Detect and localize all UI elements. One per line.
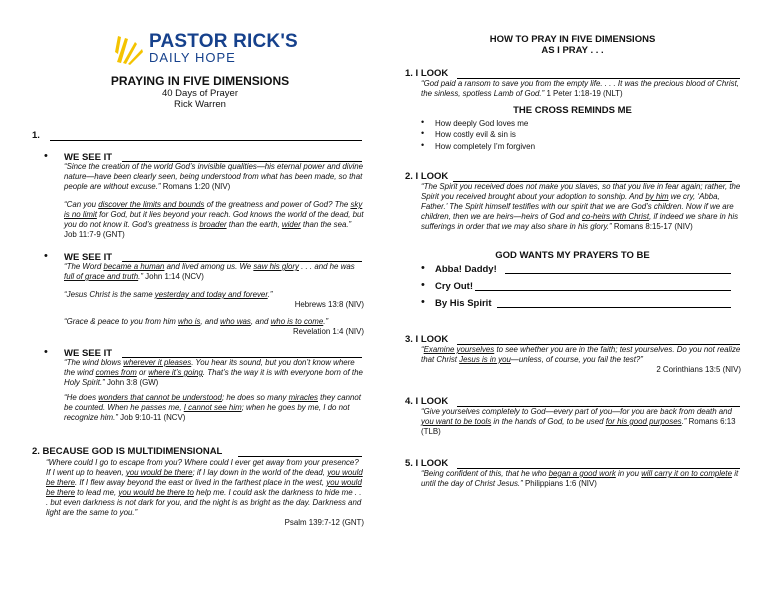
verse-text: they cannot be counted. When he passes me, [64, 393, 361, 412]
underlined-text: you would be there to [118, 488, 194, 497]
fill-in-line [475, 290, 731, 291]
verse-reference: 1 Peter 1:18-19 (NLT) [546, 89, 623, 98]
underlined-text: sky is no limit [64, 200, 363, 219]
verse-text: or [136, 368, 149, 377]
verse-john-3-8 [64, 358, 364, 388]
verse-reference: Job 9:10-11 (NCV) [120, 413, 186, 422]
verse-text: to lead me, [74, 488, 119, 497]
fill-in-line [50, 140, 362, 141]
verse-philippians-1-6 [421, 469, 741, 489]
verse-text: , and [250, 317, 271, 326]
verse-text: . . . and he was [298, 262, 355, 271]
author: Rick Warren [174, 99, 226, 110]
verse-reference: John 3:8 (GW) [106, 378, 159, 387]
bullet: • [44, 150, 48, 162]
verse-1-peter [421, 79, 741, 99]
underlined-text: discover the limits and bounds [98, 200, 205, 209]
fill-in-line [505, 273, 731, 274]
verse-romans-1-20 [64, 162, 364, 192]
verse-job-11 [64, 200, 364, 240]
verse-psalm-139 [46, 458, 364, 528]
underlined-text: became a human [103, 262, 165, 271]
verse-text: than the sea.” [300, 220, 352, 229]
item-2-heading: 2. BECAUSE GOD IS MULTIDIMENSIONAL [32, 446, 223, 457]
cross-heading: THE CROSS REMINDS ME [513, 105, 632, 116]
verse-reference: 2 Corinthians 13:5 (NIV) [656, 365, 741, 374]
verse-reference: Job 11:7-9 (GNT) [64, 230, 125, 239]
underlined-text: began a good work [548, 469, 616, 478]
look-2-heading: 2. I LOOK [405, 171, 449, 182]
want-item-2: Cry Out! [435, 281, 473, 292]
verse-text: we cry, ‘Abba, Father.’ The Spirit himself testifies with our spirit that we are God’s children. Now if we are children, then we are heirs—heirs of God and [421, 192, 734, 221]
underlined-text: Jesus is in you [459, 355, 511, 364]
bullet: • [44, 250, 48, 262]
underlined-text: where it’s going [148, 368, 203, 377]
cross-item-1: How deeply God loves me [435, 119, 529, 128]
verse-2-corinthians [421, 345, 741, 375]
verse-text: ; he does so many [221, 393, 289, 402]
underlined-text: who was [220, 317, 251, 326]
logo-subtitle: DAILY HOPE [149, 50, 236, 65]
underlined-text: who is [178, 317, 201, 326]
verse-reference: Philippians 1:6 (NIV) [524, 479, 597, 488]
verse-text: . That’s the way it is with everyone born of the Holy Spirit.” [64, 368, 363, 387]
logo-name: PASTOR RICK'S [149, 31, 298, 52]
verse-john-1-14 [64, 262, 364, 282]
verse-text: “Give yourselves completely to God—every part of you—for you are back from death and [421, 407, 732, 416]
verse-text: .” [323, 317, 329, 326]
verse-text: . If I flew away beyond the east or lived in the farthest place in the west, [74, 478, 327, 487]
underlined-text: co-heirs with Christ [581, 212, 650, 221]
underlined-text: who is to come [270, 317, 324, 326]
verse-text: than the earth, [226, 220, 282, 229]
verse-text: “Where could I go to escape from you? Where could I ever get away from your presence? If I went up to heaven, [46, 458, 359, 477]
verse-text: . You hear its sound, but you don’t know where the wind [64, 358, 355, 377]
underlined-text: you would be there [46, 468, 363, 487]
page-subtitle: 40 Days of Prayer [161, 88, 239, 99]
verse-text: “Grace & peace to you from him [64, 317, 179, 326]
bullet: • [421, 262, 425, 274]
bullet: • [421, 296, 425, 308]
underlined-text: miracles [288, 393, 318, 402]
verse-reference: John 1:14 (NCV) [145, 272, 204, 281]
wants-heading: GOD WANTS MY PRAYERS TO BE [495, 250, 650, 261]
verse-text: help me. I could ask the darkness to hide me . . . but even darkness is not dark for you, and the night is as bright as the day. Darkness and light are the same to you.” [46, 488, 362, 517]
look-4-heading: 4. I LOOK [405, 396, 449, 407]
cross-item-3: How completely I’m forgiven [435, 142, 536, 151]
verse-text: “Being confident of this, that he who [421, 469, 549, 478]
bullet: • [44, 346, 48, 358]
underlined-text: full of grace and truth [64, 272, 139, 281]
verse-reference: Revelation 1:4 (NIV) [292, 327, 364, 336]
verse-text: “The wind blows [64, 358, 124, 367]
verse-text: “Can you [64, 200, 99, 209]
we-see-it-heading: WE SEE IT [64, 152, 113, 163]
bullet: • [421, 128, 425, 138]
verse-text: of the greatness and power of God? The [204, 200, 351, 209]
look-1-heading: 1. I LOOK [405, 68, 449, 79]
verse-revelation-1-4 [64, 317, 364, 337]
underlined-text: for his good purposes [605, 417, 682, 426]
underlined-text: saw his glory [253, 262, 299, 271]
verse-reference: Romans 8:15-17 (NIV) [613, 222, 693, 231]
cross-item-2: How costly evil & sin is [435, 130, 516, 139]
verse-reference: Romans 6:13 (TLB) [421, 417, 736, 436]
bullet: • [421, 117, 425, 127]
verse-text: , and [200, 317, 221, 326]
we-see-it-heading: WE SEE IT [64, 252, 113, 263]
verse-text: “Since the creation of the world God’s invisible qualities—his eternal power and divine nature—have been clearly seen, being understood from what has been made, so that people are without excuse.” [64, 162, 363, 191]
right-subtitle: AS I PRAY . . . [541, 45, 604, 56]
underlined-text: you want to be tools [421, 417, 492, 426]
underlined-text: will carry it on to complete [641, 469, 733, 478]
verse-romans-6-13 [421, 407, 741, 437]
want-item-3: By His Spirit [435, 298, 492, 309]
verse-romans-8 [421, 182, 741, 232]
underlined-text: wonders that cannot be understood [98, 393, 222, 402]
verse-reference: Hebrews 13:8 (NIV) [294, 300, 364, 309]
verse-text: in the hands of God, to be used [491, 417, 606, 426]
verse-text: to see whether you are in the faith; test yourselves. Do you not realize that Christ [421, 345, 741, 364]
underlined-text: I cannot see him [183, 403, 242, 412]
verse-hebrews-13-8 [64, 290, 364, 310]
fill-in-line [238, 456, 362, 457]
underlined-text: wherever it pleases [123, 358, 192, 367]
underlined-text: you would be there [125, 468, 193, 477]
verse-text: “He does [64, 393, 99, 402]
verse-text: “God paid a ransom to save you from the empty life. . . . It was the precious blood of Christ, the sinless, spotless Lamb of God.” [421, 79, 739, 98]
underlined-text: Examine yourselves [423, 345, 495, 354]
verse-text: “Jesus Christ is the same [64, 290, 155, 299]
verse-text: “The Spirit you received does not make you slaves, so that you live in fear again; rather, the Spirit you received brought about your adoption to sonship. And [421, 182, 741, 201]
verse-text: .” [267, 290, 273, 299]
verse-text: .” [138, 272, 143, 281]
verse-text: and lived among us. We [164, 262, 254, 271]
bullet: • [421, 140, 425, 150]
verse-text: in you [615, 469, 642, 478]
verse-text: , if indeed we share in his sufferings in order that we may also share in his glory.” [421, 212, 739, 231]
verse-text: .” [681, 417, 687, 426]
verse-job-9 [64, 393, 364, 423]
underlined-text: broader [199, 220, 227, 229]
verse-text: it until the day of Christ Jesus.” [421, 469, 739, 488]
look-5-heading: 5. I LOOK [405, 458, 449, 469]
verse-text: “ [421, 345, 424, 354]
left-column [32, 0, 368, 594]
verse-text: for God, but it lies beyond your reach. God knows the world of the dead, but you do not know it. God’s greatness is [64, 210, 364, 229]
we-see-it-heading: WE SEE IT [64, 348, 113, 359]
look-3-heading: 3. I LOOK [405, 334, 449, 345]
right-column [405, 0, 740, 594]
item-1-number: 1. [32, 130, 40, 141]
verse-reference: Psalm 139:7-12 (GNT) [284, 518, 364, 527]
right-title: HOW TO PRAY IN FIVE DIMENSIONS [489, 34, 656, 45]
fill-in-line [497, 307, 731, 308]
verse-text: ; when he goes by me, I do not recognize him.” [64, 403, 350, 422]
underlined-text: you would be there [46, 478, 362, 497]
underlined-text: by him [645, 192, 669, 201]
verse-reference: Romans 1:20 (NIV) [162, 182, 231, 191]
want-item-1: Abba! Daddy! [435, 264, 497, 275]
underlined-text: comes from [95, 368, 137, 377]
verse-text: —unless, of course, you fail the test?” [510, 355, 643, 364]
underlined-text: wider [281, 220, 301, 229]
verse-text: ; if I lay down in the world of the dead, [192, 468, 328, 477]
page-title: PRAYING IN FIVE DIMENSIONS [110, 74, 290, 88]
underlined-text: yesterday and today and forever [154, 290, 268, 299]
bullet: • [421, 279, 425, 291]
verse-text: “The Word [64, 262, 104, 271]
